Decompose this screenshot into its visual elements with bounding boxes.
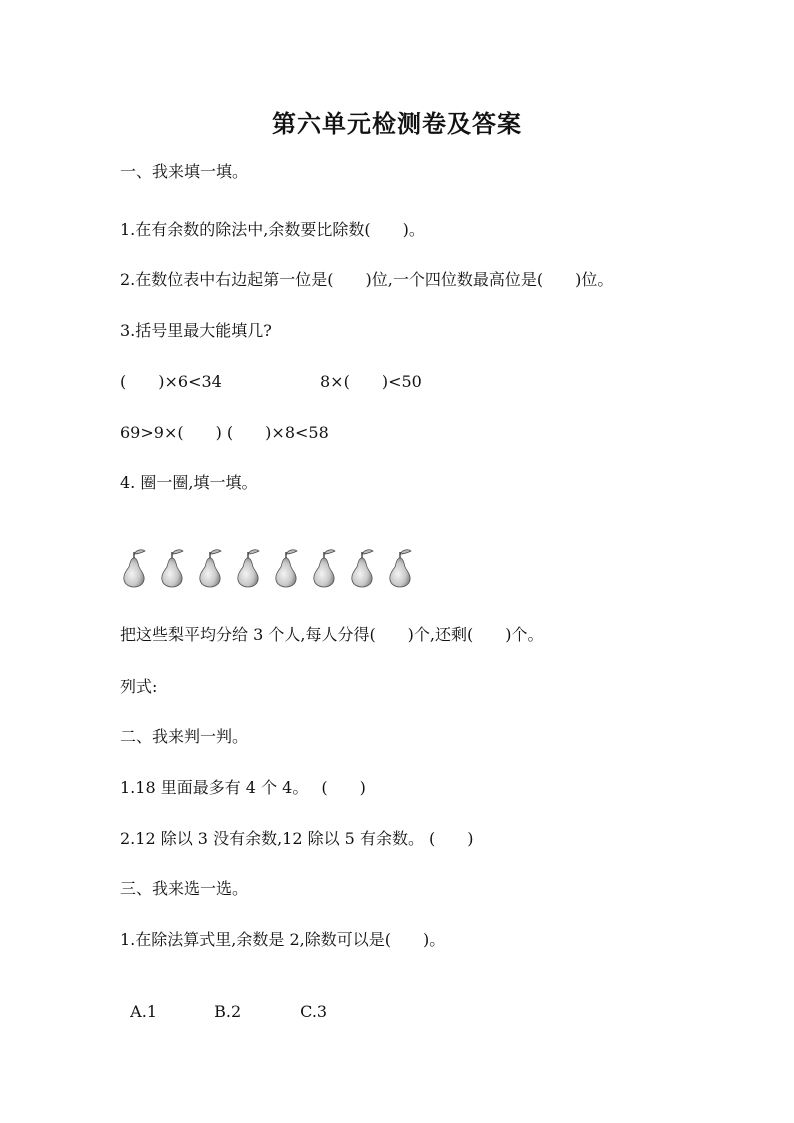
pear-icon: [118, 548, 149, 588]
question-1-4: 4. 圈一圈,填一填。: [120, 473, 258, 492]
question-2-2: 2.12 除以 3 没有余数,12 除以 5 有余数。 ( ): [120, 829, 474, 848]
question-1-1: 1.在有余数的除法中,余数要比除数( )。: [120, 220, 425, 239]
pear-icon: [194, 548, 225, 588]
question-1-3-row-2: 69>9×( ) ( )×8<58: [120, 423, 329, 442]
question-1-3: 3.括号里最大能填几?: [120, 321, 272, 340]
pear-icon: [346, 548, 377, 588]
question-1-4-formula: 列式:: [120, 677, 158, 696]
page-title: 第六单元检测卷及答案: [272, 110, 522, 138]
pear-icon: [384, 548, 415, 588]
question-1-2: 2.在数位表中右边起第一位是( )位,一个四位数最高位是( )位。: [120, 270, 614, 289]
pear-icon: [156, 548, 187, 588]
section-1-heading: 一、我来填一填。: [120, 162, 249, 181]
question-1-3-item-b: 8×( )<50: [320, 372, 422, 391]
option-a: A.1: [130, 1002, 157, 1021]
question-3-1: 1.在除法算式里,余数是 2,除数可以是( )。: [120, 930, 446, 949]
pear-icon: [308, 548, 339, 588]
section-3-heading: 三、我来选一选。: [120, 879, 249, 898]
pear-icon: [270, 548, 301, 588]
question-1-3-item-a: ( )×6<34: [120, 372, 222, 391]
pear-icon: [232, 548, 263, 588]
question-3-1-options: [120, 982, 327, 1022]
section-2-heading: 二、我来判一判。: [120, 727, 249, 746]
question-2-1: 1.18 里面最多有 4 个 4。 ( ): [120, 778, 366, 797]
option-b: B.2: [214, 1002, 242, 1021]
question-1-4-text: 把这些梨平均分给 3 个人,每人分得( )个,还剩( )个。: [120, 625, 544, 644]
pear-illustration: [118, 548, 415, 588]
option-c: C.3: [300, 1002, 328, 1021]
